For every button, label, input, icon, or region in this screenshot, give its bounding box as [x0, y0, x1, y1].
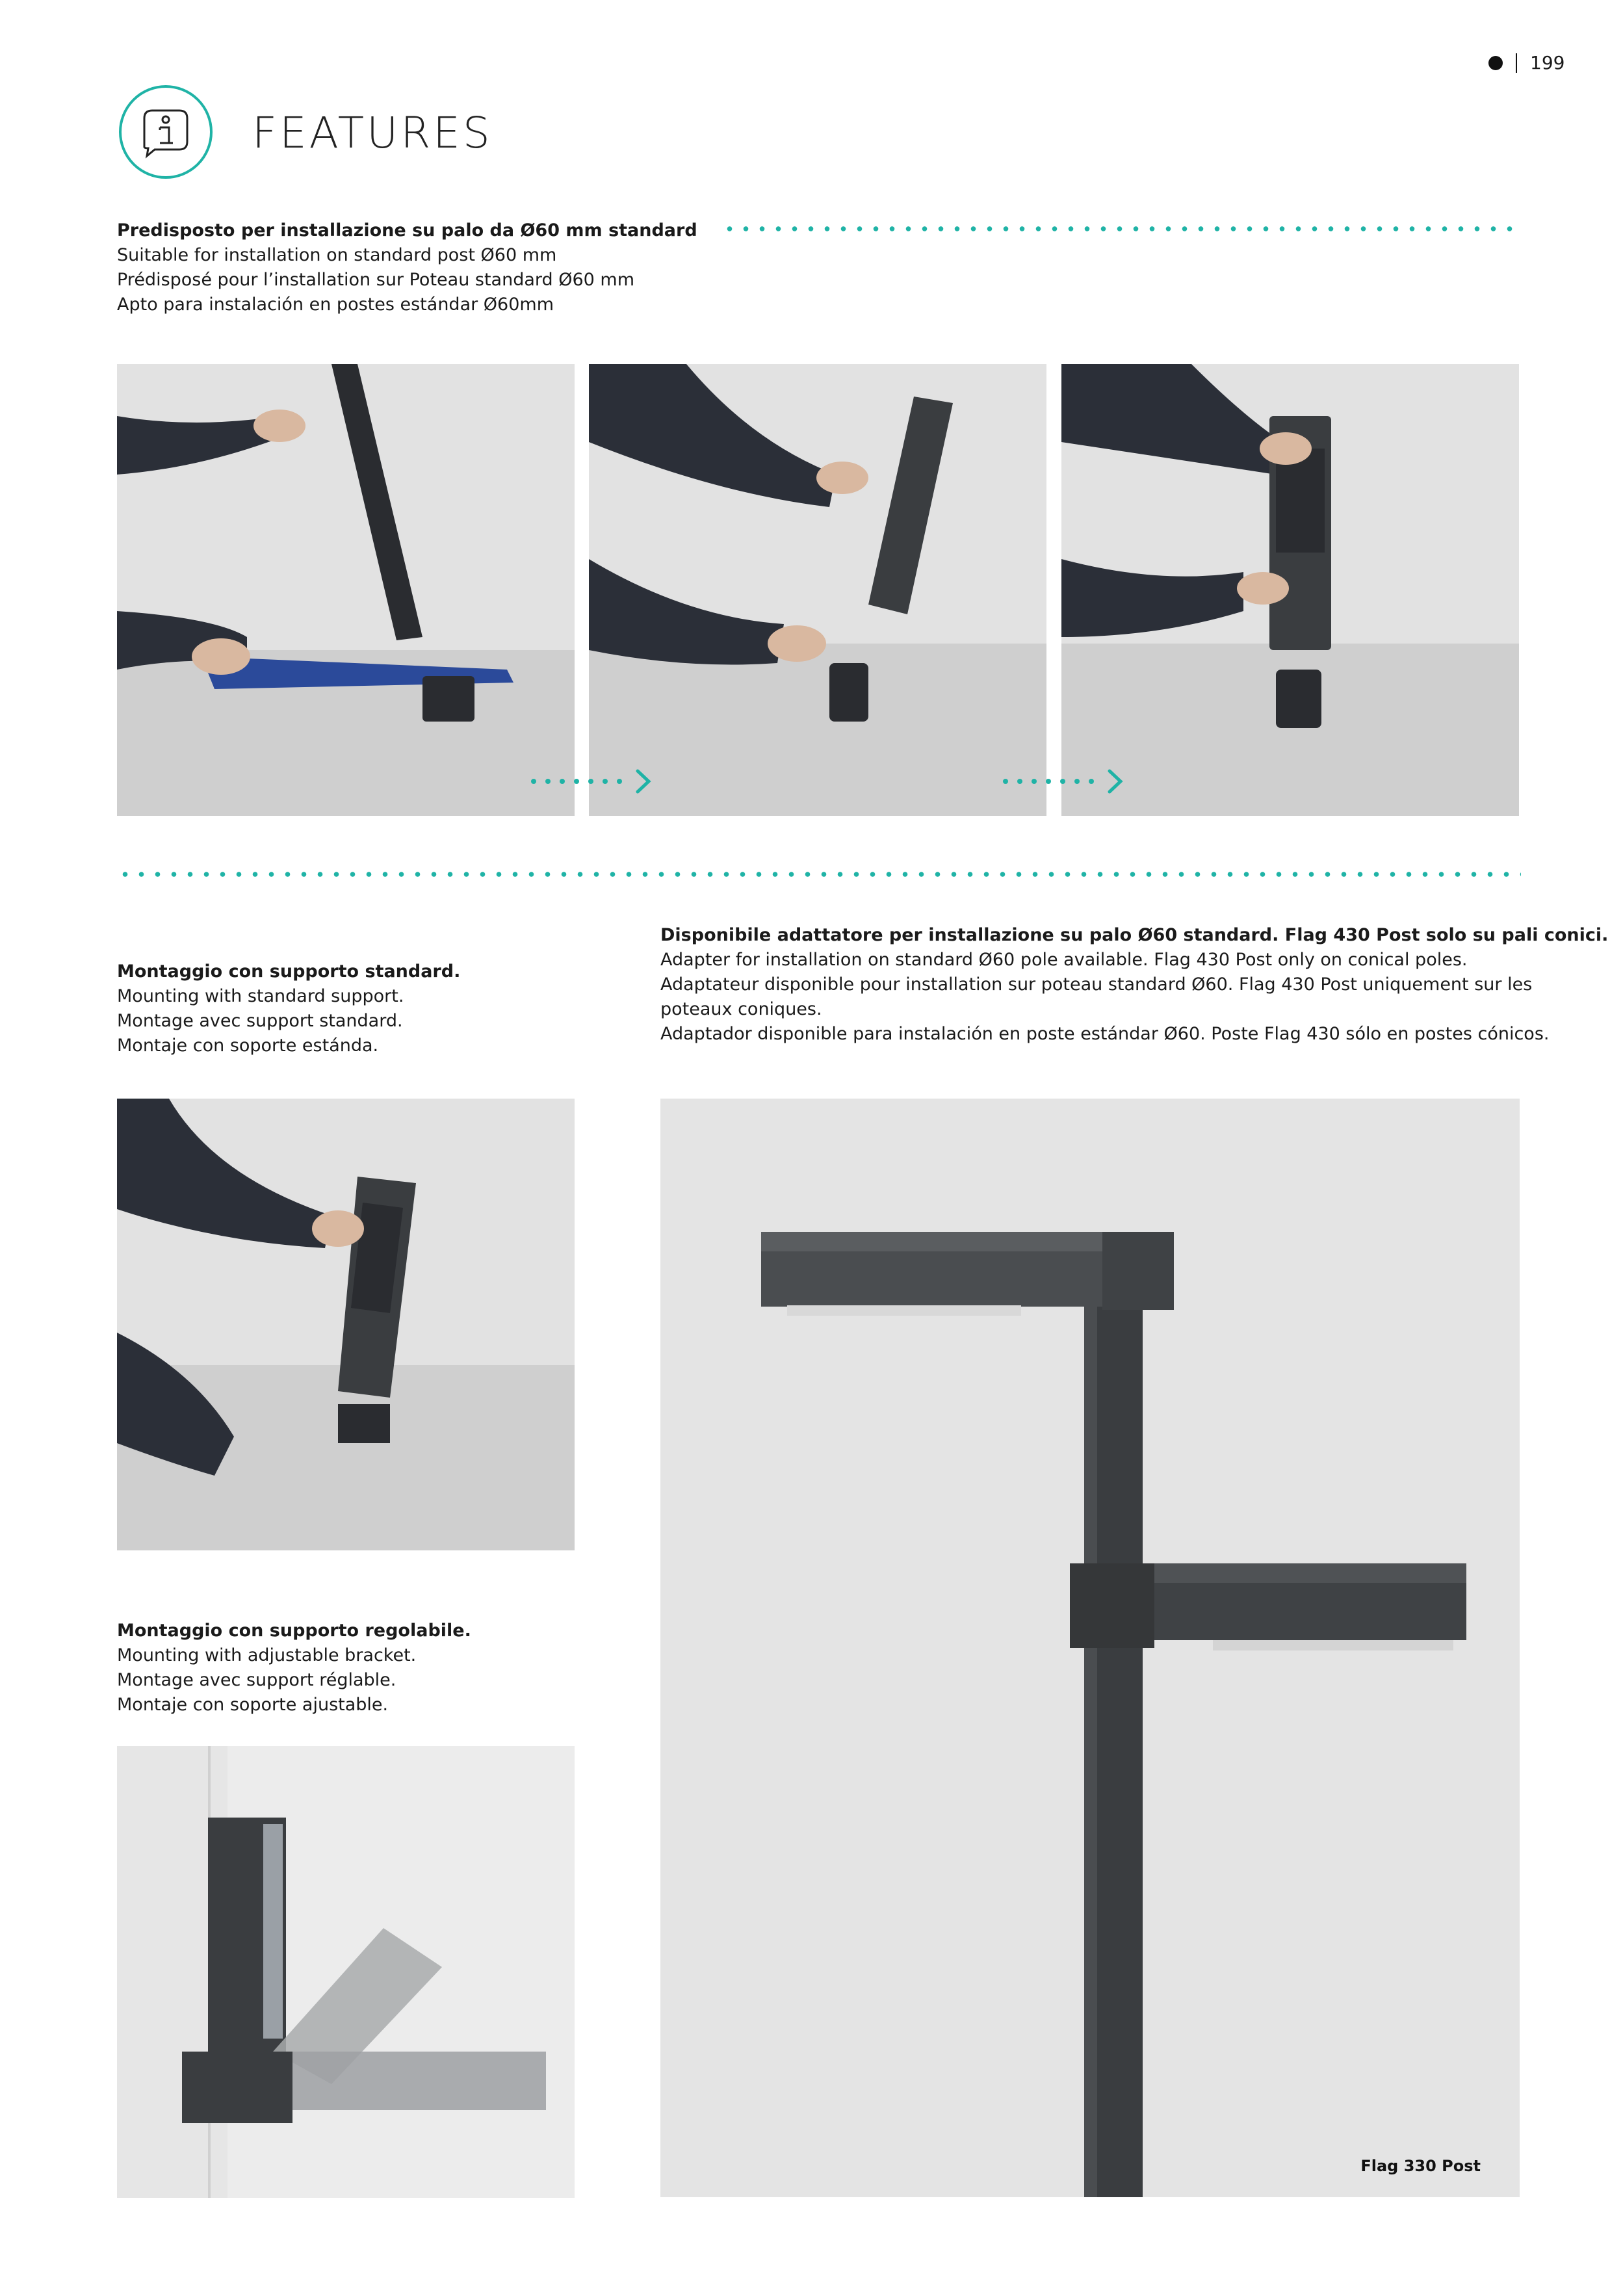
bullet-icon: [1488, 56, 1503, 70]
section-standard-support: [117, 959, 460, 1058]
section-adjustable-bracket: [117, 1619, 471, 1717]
section-adapter: [660, 923, 1608, 1047]
next-arrow-icon: [530, 768, 654, 794]
text-line: Montage avec support réglable.: [117, 1670, 396, 1690]
dotted-divider: [117, 872, 1521, 877]
text-line: Suitable for installation on standard post Ø60 mm: [117, 245, 557, 265]
section-install-post: [117, 218, 697, 317]
next-arrow-icon: [1002, 768, 1126, 794]
text-line: Adaptador disponible para instalación en poste estándar Ø60. Poste Flag 430 sólo en postes cónicos.: [660, 1024, 1550, 1044]
text-line: Mounting with standard support.: [117, 986, 404, 1006]
text-line-bold: Predisposto per installazione su palo da Ø60 mm standard: [117, 220, 697, 241]
text-line: Prédisposé pour l’installation sur Poteau standard Ø60 mm: [117, 270, 635, 290]
photo-standard-support: [117, 1099, 575, 1550]
photo-flag-330-post: [660, 1099, 1520, 2197]
text-line: Apto para instalación en postes estándar Ø60mm: [117, 294, 554, 315]
photo-adjustable-bracket: [117, 1746, 575, 2198]
text-line: Adaptateur disponible pour installation sur poteau standard Ø60. Flag 430 Post uniquement sur les: [660, 974, 1533, 995]
photo-step-mount-fixture: [1061, 364, 1519, 816]
text-line: Montage avec support standard.: [117, 1011, 403, 1031]
page-title: FEATURES: [252, 108, 493, 158]
text-line: poteaux coniques.: [660, 999, 822, 1019]
page-number: [1488, 52, 1565, 73]
text-line: Montaje con soporte ajustable.: [117, 1695, 389, 1715]
text-line: Montaje con soporte estánda.: [117, 1036, 379, 1056]
photo-step-connect-fixture: [589, 364, 1046, 816]
info-speech-icon: [117, 83, 214, 181]
photo-caption: Flag 330 Post: [1360, 2157, 1481, 2175]
photo-step-cut-pole: [117, 364, 575, 816]
text-line-bold: Disponibile adattatore per installazione su palo Ø60 standard. Flag 430 Post solo su pali conici.: [660, 925, 1609, 945]
text-line: Adapter for installation on standard Ø60 pole available. Flag 430 Post only on conical poles.: [660, 950, 1468, 970]
text-line-bold: Montaggio con supporto regolabile.: [117, 1621, 471, 1641]
dotted-divider: [721, 226, 1521, 231]
text-line: Mounting with adjustable bracket.: [117, 1645, 417, 1665]
page-number-text: 199: [1530, 52, 1565, 73]
divider: [1516, 53, 1517, 73]
text-line-bold: Montaggio con supporto standard.: [117, 961, 461, 982]
